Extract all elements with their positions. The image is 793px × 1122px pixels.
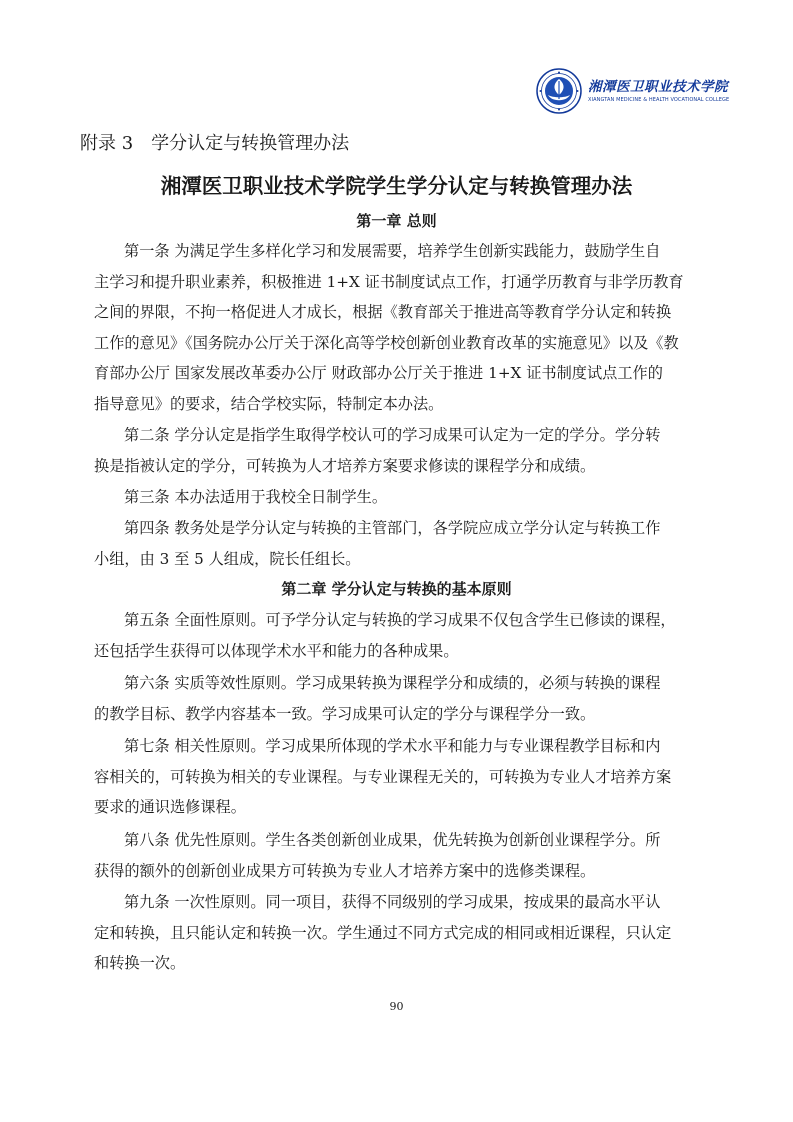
article-6 — [94, 668, 700, 729]
article-5 — [94, 605, 700, 666]
article-line: 换是指被认定的学分，可转换为人才培养方案要求修读的课程学分和成绩。 — [94, 456, 596, 475]
article-line: 第九条 一次性原则。同一项目，获得不同级别的学习成果，按成果的最高水平认 — [124, 893, 661, 911]
article-line: 指导意见》的要求，结合学校实际，特制定本办法。 — [94, 394, 444, 413]
article-7 — [94, 731, 700, 823]
article-line: 第三条 本办法适用于我校全日制学生。 — [124, 488, 388, 506]
article-4 — [94, 513, 700, 574]
article-line: 工作的意见》《国务院办公厅关于深化高等学校创新创业教育改革的实施意见》以及《教 — [94, 333, 679, 352]
article-line: 容相关的，可转换为相关的专业课程。与专业课程无关的，可转换为专业人才培养方案 — [94, 767, 672, 786]
article-line: 还包括学生获得可以体现学术水平和能力的各种成果。 — [94, 641, 459, 660]
article-line: 获得的额外的创新创业成果方可转换为专业人才培养方案中的选修类课程。 — [94, 861, 596, 880]
document-title: 湘潭医卫职业技术学院学生学分认定与转换管理办法 — [160, 174, 633, 198]
article-line: 第四条 教务处是学分认定与转换的主管部门，各学院应成立学分认定与转换工作 — [124, 519, 661, 537]
college-name-english: XIANGTAN MEDICINE & HEALTH VOCATIONAL COLLEGE — [588, 96, 730, 103]
article-8 — [94, 825, 700, 886]
article-line: 的教学目标、教学内容基本一致。学习成果可认定的学分与课程学分一致。 — [94, 704, 596, 723]
article-line: 之间的界限，不拘一格促进人才成长，根据《教育部关于推进高等教育学分认定和转换 — [94, 303, 672, 322]
college-emblem-icon — [536, 68, 582, 114]
article-line: 第二条 学分认定是指学生取得学校认可的学习成果可认定为一定的学分。学分转 — [124, 426, 661, 444]
article-line: 第七条 相关性原则。学习成果所体现的学术水平和能力与专业课程教学目标和内 — [124, 737, 661, 755]
college-logo-text — [588, 79, 729, 104]
appendix-title: 附录 3 学分认定与转换管理办法 — [80, 133, 350, 154]
article-line: 育部办公厅 国家发展改革委办公厅 财政部办公厅关于推进 1+X 证书制度试点工作的 — [94, 364, 663, 383]
article-line: 第五条 全面性原则。可予学分认定与转换的学习成果不仅包含学生已修读的课程， — [124, 611, 676, 629]
college-name-chinese: 湘潭医卫职业技术学院 — [588, 78, 728, 95]
page-number: 90 — [389, 1000, 404, 1013]
chapter-heading-1: 第一章 总则 — [356, 212, 437, 230]
article-1 — [94, 236, 700, 420]
article-line: 第八条 优先性原则。学生各类创新创业成果，优先转换为创新创业课程学分。所 — [124, 831, 661, 849]
article-3 — [94, 482, 700, 513]
article-line: 主学习和提升职业素养，积极推进 1+X 证书制度试点工作，打通学历教育与非学历教育 — [94, 272, 684, 291]
article-line: 要求的通识选修课程。 — [94, 798, 246, 817]
college-logo — [536, 66, 729, 116]
chapter-heading-2: 第二章 学分认定与转换的基本原则 — [281, 580, 512, 598]
article-line: 定和转换，且只能认定和转换一次。学生通过不同方式完成的相同或相近课程，只认定 — [94, 923, 672, 942]
article-9 — [94, 887, 700, 979]
article-line: 第一条 为满足学生多样化学习和发展需要，培养学生创新实践能力，鼓励学生自 — [124, 242, 661, 260]
article-line: 小组，由 3 至 5 人组成，院长任组长。 — [94, 549, 361, 568]
article-2 — [94, 420, 700, 481]
article-line: 第六条 实质等效性原则。学习成果转换为课程学分和成绩的，必须与转换的课程 — [124, 674, 661, 692]
article-line: 和转换一次。 — [94, 954, 186, 973]
